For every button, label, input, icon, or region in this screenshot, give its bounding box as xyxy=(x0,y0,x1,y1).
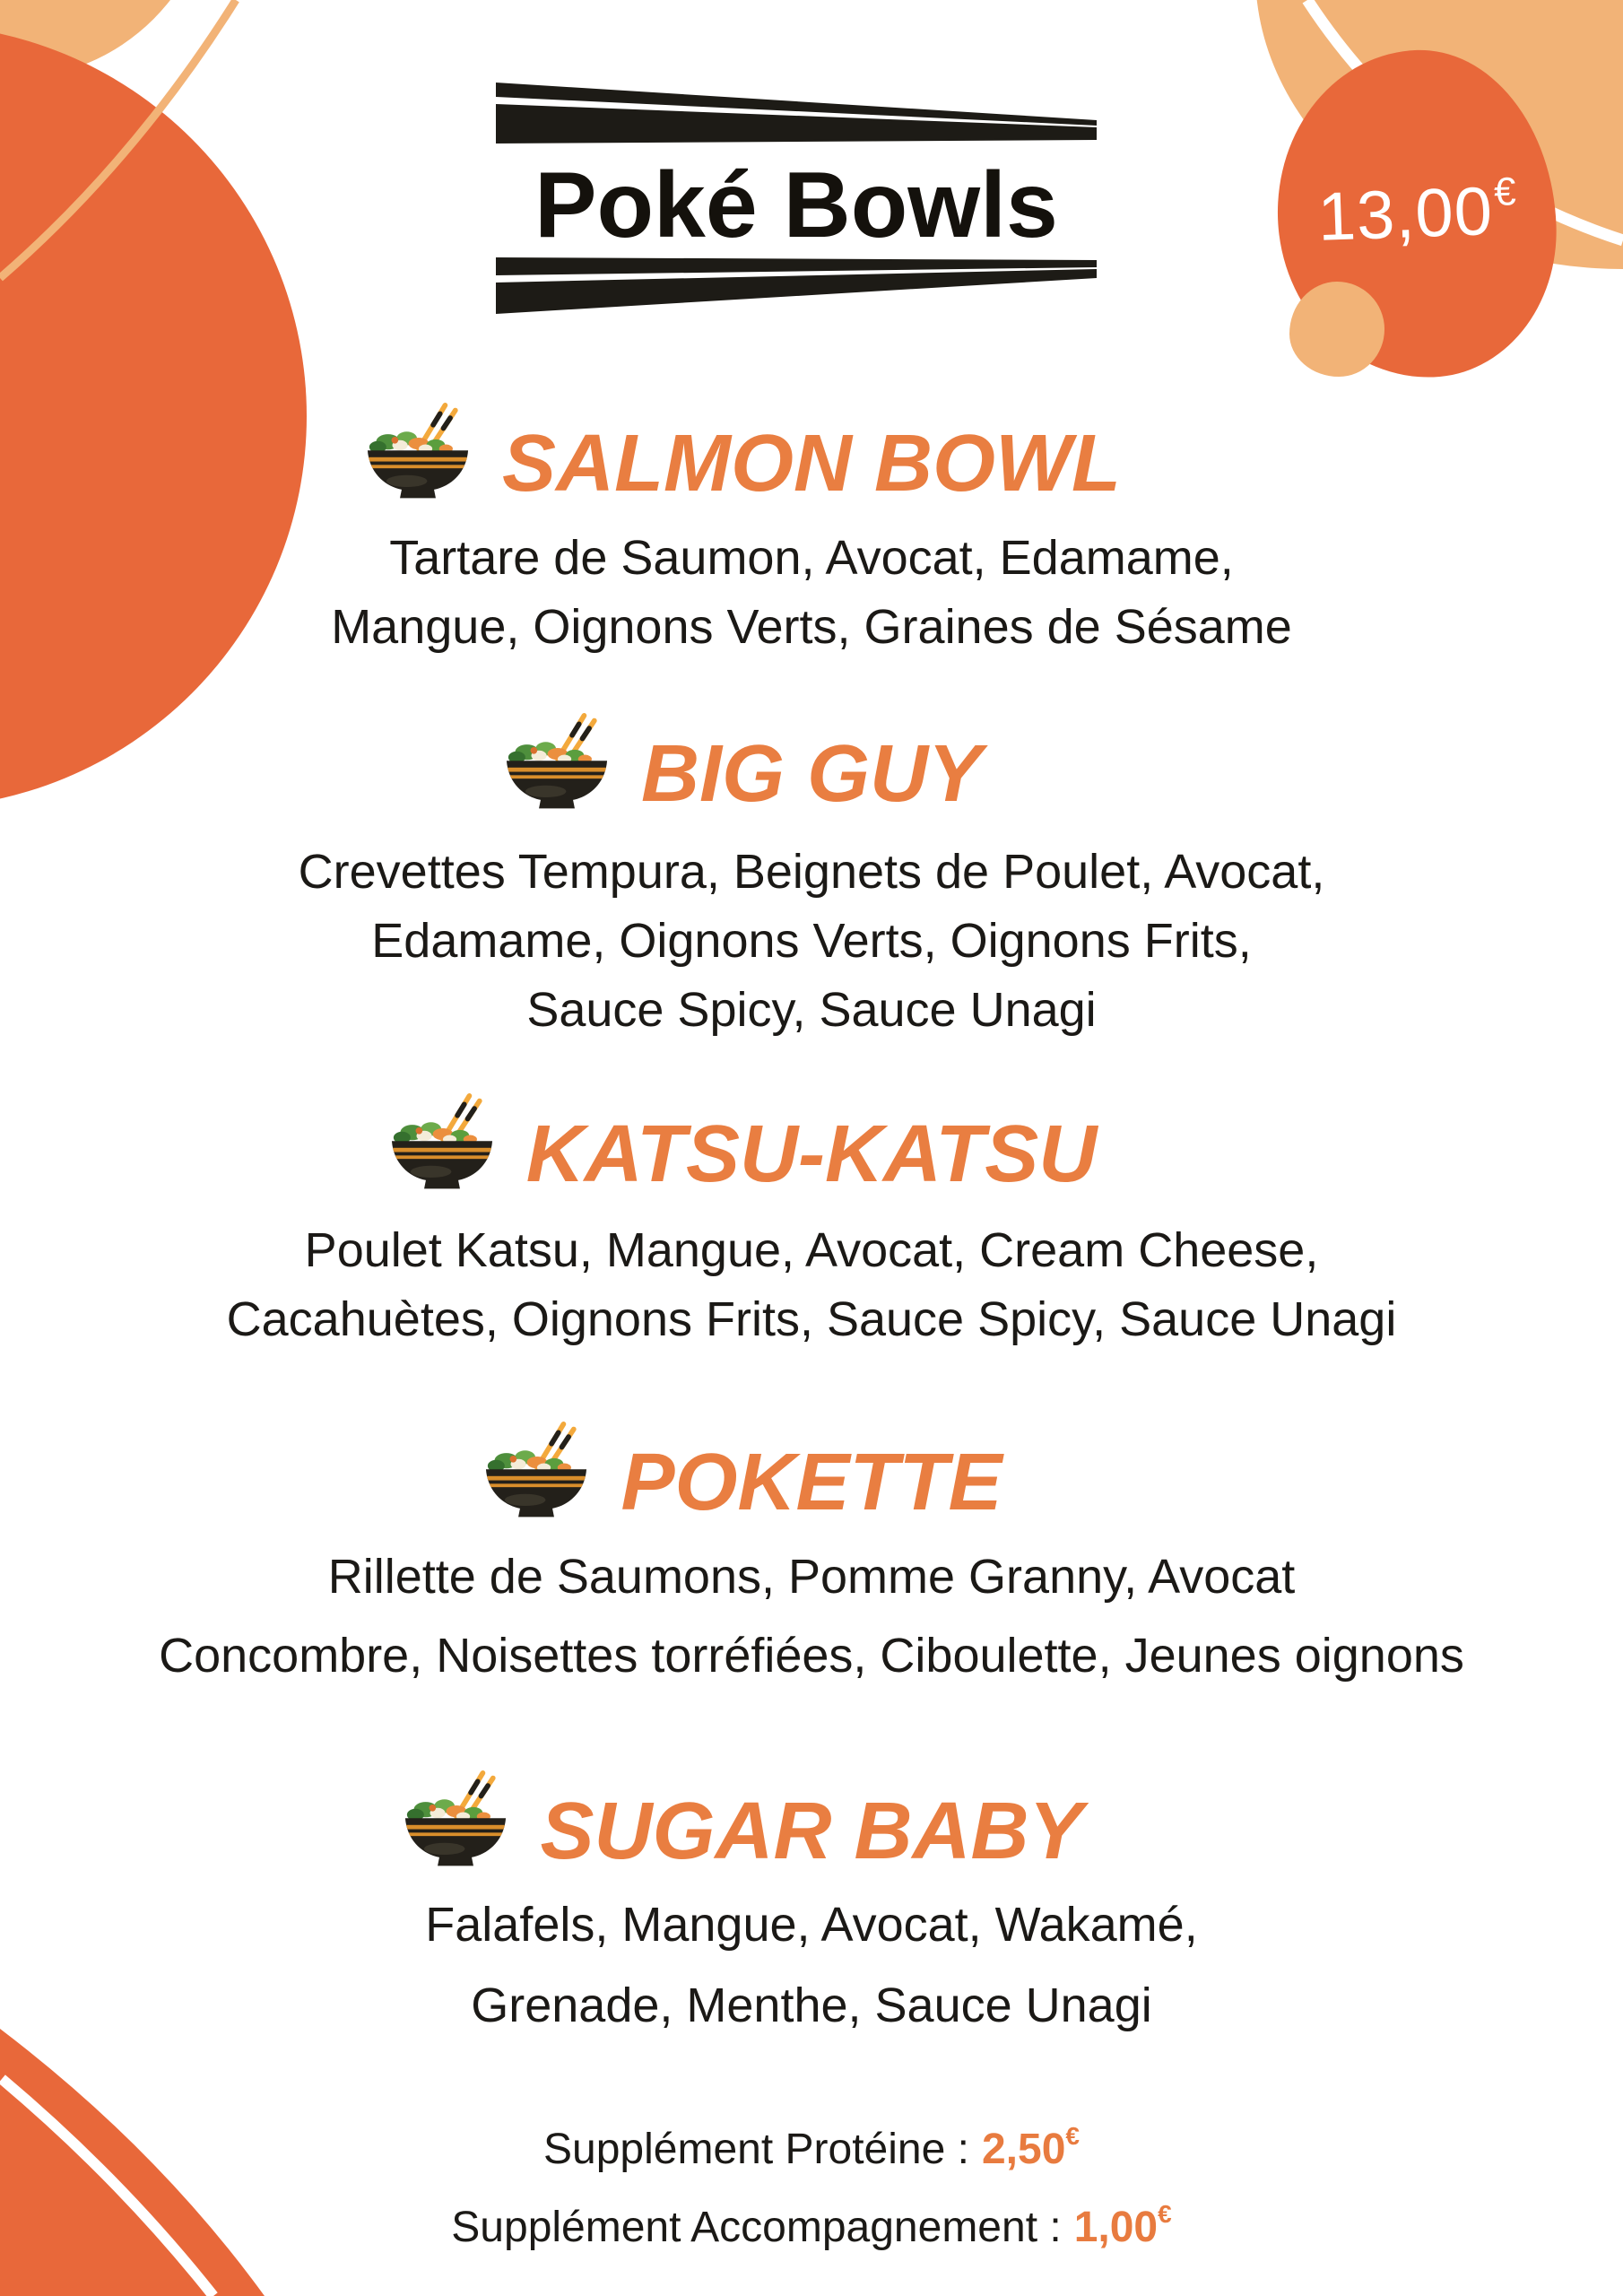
description-line: Rillette de Saumons, Pomme Granny, Avocat xyxy=(327,1550,1296,1604)
price-text xyxy=(1316,171,1517,257)
supplement-price-amount: 2,50 xyxy=(981,2126,1066,2173)
item-name: BIG GUY xyxy=(640,729,983,819)
menu-item-header xyxy=(0,1109,1623,1199)
item-name: POKETTE xyxy=(621,1438,1002,1527)
supplement-price xyxy=(981,2122,1080,2173)
page-title: Poké Bowls xyxy=(534,153,1058,257)
poke-bowl-icon xyxy=(396,1770,515,1873)
poke-bowl-icon xyxy=(383,1093,501,1196)
menu-item-header xyxy=(0,1438,1623,1527)
description-line: Crevettes Tempura, Beignets de Poulet, Avocat, xyxy=(298,845,1325,899)
item-description xyxy=(0,838,1623,1045)
description-line: Edamame, Oignons Verts, Oignons Frits, xyxy=(371,914,1252,968)
supplement-price-currency: € xyxy=(1158,2200,1172,2228)
chopsticks-bottom-icon xyxy=(496,257,1097,318)
supplement-price-currency: € xyxy=(1065,2122,1080,2150)
item-description xyxy=(0,1216,1623,1354)
description-line: Poulet Katsu, Mangue, Avocat, Cream Cheese, xyxy=(304,1223,1319,1277)
poke-bowl-icon xyxy=(498,713,616,815)
description-line: Cacahuètes, Oignons Frits, Sauce Spicy, Sauce Unagi xyxy=(226,1292,1397,1346)
item-name: KATSU-KATSU xyxy=(525,1109,1098,1199)
supplement-price-amount: 1,00 xyxy=(1073,2204,1159,2251)
description-line: Mangue, Oignons Verts, Graines de Sésame xyxy=(331,600,1292,654)
supplement-price xyxy=(1073,2200,1172,2251)
item-name: SUGAR BABY xyxy=(540,1787,1083,1876)
description-line: Falafels, Mangue, Avocat, Wakamé, xyxy=(425,1898,1198,1952)
poke-bowl-icon xyxy=(359,403,477,505)
item-description xyxy=(0,524,1623,662)
supplements-block xyxy=(0,2106,1623,2262)
description-line: Concombre, Noisettes torréfiées, Ciboulette, Jeunes oignons xyxy=(159,1629,1464,1683)
menu-item-header xyxy=(0,729,1623,819)
title-block xyxy=(496,76,1097,320)
description-line: Sauce Spicy, Sauce Unagi xyxy=(526,983,1097,1037)
orange-circle-top-left xyxy=(0,24,307,808)
description-line: Grenade, Menthe, Sauce Unagi xyxy=(471,1979,1152,2032)
supplement-line xyxy=(0,2184,1623,2262)
tan-dot-decoration xyxy=(1289,282,1384,377)
price-amount: 13,00 xyxy=(1316,173,1495,256)
supplement-label: Supplément Accompagnement : xyxy=(451,2204,1062,2251)
menu-item-header xyxy=(0,1787,1623,1876)
description-line: Tartare de Saumon, Avocat, Edamame, xyxy=(389,531,1234,585)
chopsticks-top-icon xyxy=(496,76,1097,157)
supplement-line xyxy=(0,2106,1623,2184)
item-description xyxy=(0,1884,1623,2046)
price-currency: € xyxy=(1493,169,1518,214)
poke-bowl-icon xyxy=(477,1422,595,1524)
supplement-label: Supplément Protéine : xyxy=(543,2126,969,2173)
menu-item-header xyxy=(0,419,1623,509)
item-name: SALMON BOWL xyxy=(502,419,1121,509)
item-description xyxy=(0,1537,1623,1695)
